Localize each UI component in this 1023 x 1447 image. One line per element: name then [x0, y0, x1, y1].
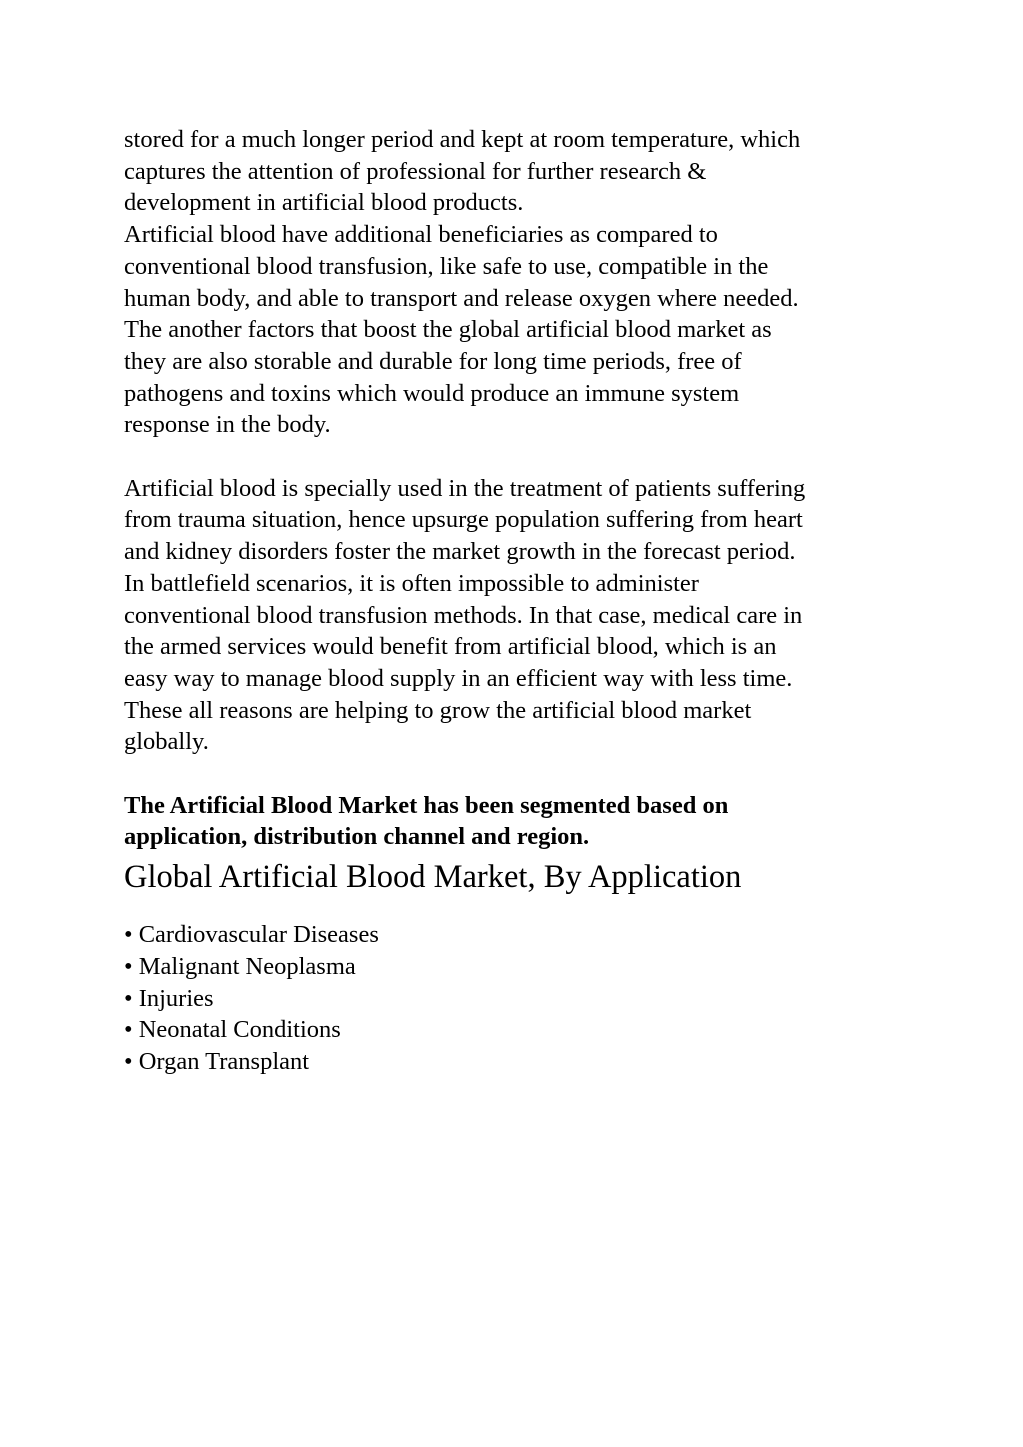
paragraph-benefits	[124, 124, 904, 441]
text-line: captures the attention of professional for further research &	[124, 157, 707, 185]
paragraph-spacer	[124, 441, 904, 473]
text-line: they are also storable and durable for long time periods, free of	[124, 347, 742, 375]
text-line: In battlefield scenarios, it is often impossible to administer	[124, 569, 699, 597]
paragraph-spacer	[124, 758, 904, 790]
text-line: conventional blood transfusion methods. In that case, medical care in	[124, 601, 803, 629]
text-line: Artificial blood is specially used in the treatment of patients suffering	[124, 474, 806, 502]
text-line: The another factors that boost the global artificial blood market as	[124, 316, 772, 344]
text-line: response in the body.	[124, 411, 331, 439]
text-line: development in artificial blood products.	[124, 189, 524, 217]
list-item: • Organ Transplant	[124, 1047, 310, 1075]
text-line: and kidney disorders foster the market growth in the forecast period.	[124, 538, 796, 566]
text-line: the armed services would benefit from artificial blood, which is an	[124, 633, 777, 661]
heading-line: The Artificial Blood Market has been segmented based on	[124, 791, 729, 819]
text-line: easy way to manage blood supply in an efficient way with less time.	[124, 664, 793, 692]
page-content	[124, 124, 904, 1078]
text-line: conventional blood transfusion, like safe to use, compatible in the	[124, 252, 769, 280]
list-item: • Cardiovascular Diseases	[124, 921, 379, 949]
list-item: • Injuries	[124, 984, 214, 1012]
list-item: • Malignant Neoplasma	[124, 952, 356, 980]
paragraph-usage	[124, 473, 904, 758]
heading-line: application, distribution channel and region.	[124, 823, 590, 851]
text-line: from trauma situation, hence upsurge population suffering from heart	[124, 506, 803, 534]
text-line: globally.	[124, 728, 209, 756]
text-line: These all reasons are helping to grow the artificial blood market	[124, 696, 752, 724]
list-item: • Neonatal Conditions	[124, 1016, 341, 1044]
text-line: stored for a much longer period and kept at room temperature, which	[124, 126, 801, 153]
segmentation-heading	[124, 790, 904, 853]
text-line: Artificial blood have additional beneficiaries as compared to	[124, 221, 718, 249]
application-list	[124, 919, 904, 1078]
text-line: pathogens and toxins which would produce an immune system	[124, 379, 740, 407]
section-title: Global Artificial Blood Market, By Application	[124, 859, 742, 896]
text-line: human body, and able to transport and release oxygen where needed.	[124, 284, 799, 312]
